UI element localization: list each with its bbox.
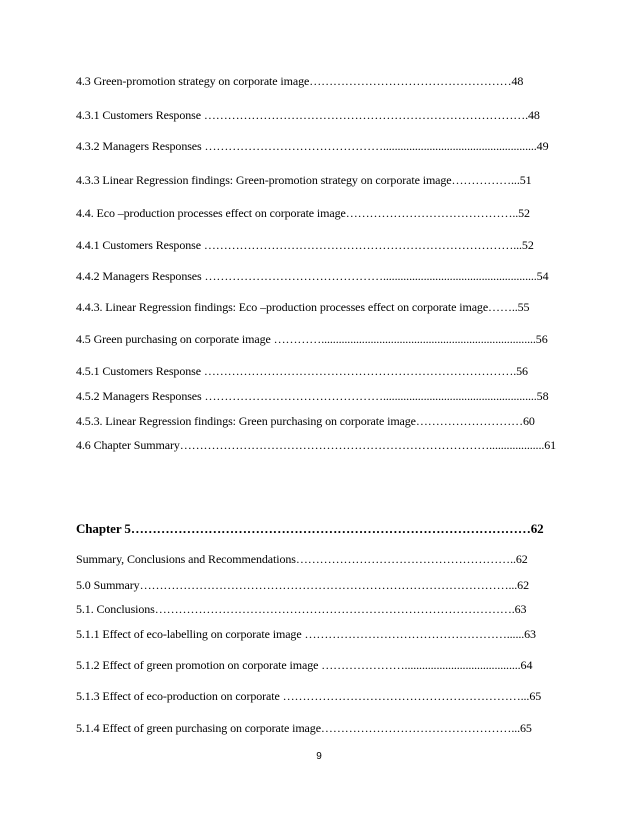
toc-entry: 5.0 Summary…………………………………………………………………………………...62 xyxy=(76,578,529,592)
chapter-heading: Chapter 5…………………………………………………………………………………62 xyxy=(76,521,544,536)
toc-entry: 4.5.3. Linear Regression findings: Green purchasing on corporate image………………………60 xyxy=(76,414,535,428)
toc-entry: 5.1.4 Effect of green purchasing on corporate image…………………………………………...65 xyxy=(76,721,532,735)
toc-entry: 4.3.3 Linear Regression findings: Green-promotion strategy on corporate image……………...51 xyxy=(76,173,532,187)
page-number: 9 xyxy=(316,751,322,762)
toc-entry: 4.4. Eco –production processes effect on corporate image……………………………………..52 xyxy=(76,206,530,220)
toc-entry: 4.3.1 Customers Response ……………………………………………………………………….48 xyxy=(76,108,540,122)
toc-entry: 5.1.1 Effect of eco-labelling on corporate image ……………………………………………......63 xyxy=(76,627,536,641)
toc-entry: 4.4.2 Managers Responses ……………………………………….....................................................54 xyxy=(76,269,549,283)
toc-entry: 4.3 Green-promotion strategy on corporate image……………………………………………48 xyxy=(76,74,524,88)
toc-entry: 5.1.2 Effect of green promotion on corporate image …………………........................................64 xyxy=(76,658,533,672)
toc-entry: 4.5 Green purchasing on corporate image …………..........................................................................56 xyxy=(76,332,548,346)
toc-entry: 4.4.1 Customers Response ……………………………………………………………………...52 xyxy=(76,238,534,252)
toc-entry: Summary, Conclusions and Recommendations………………………………………………..62 xyxy=(76,552,528,566)
toc-entry: 5.1.3 Effect of eco-production on corporate ……………………………………………………...65 xyxy=(76,689,542,703)
toc-entry: 4.5.2 Managers Responses ……………………………………….....................................................58 xyxy=(76,389,549,403)
toc-entry: 4.6 Chapter Summary……………………………………………………………………...................61 xyxy=(76,438,557,452)
toc-entry: 4.3.2 Managers Responses ……………………………………….....................................................49 xyxy=(76,139,549,153)
toc-entry: 4.5.1 Customers Response …………………………………………………………………….56 xyxy=(76,364,528,378)
toc-entry: 4.4.3. Linear Regression findings: Eco –production processes effect on corporate image……..55 xyxy=(76,300,530,314)
toc-entry: 5.1. Conclusions……………………………………………………………………………….63 xyxy=(76,602,527,616)
